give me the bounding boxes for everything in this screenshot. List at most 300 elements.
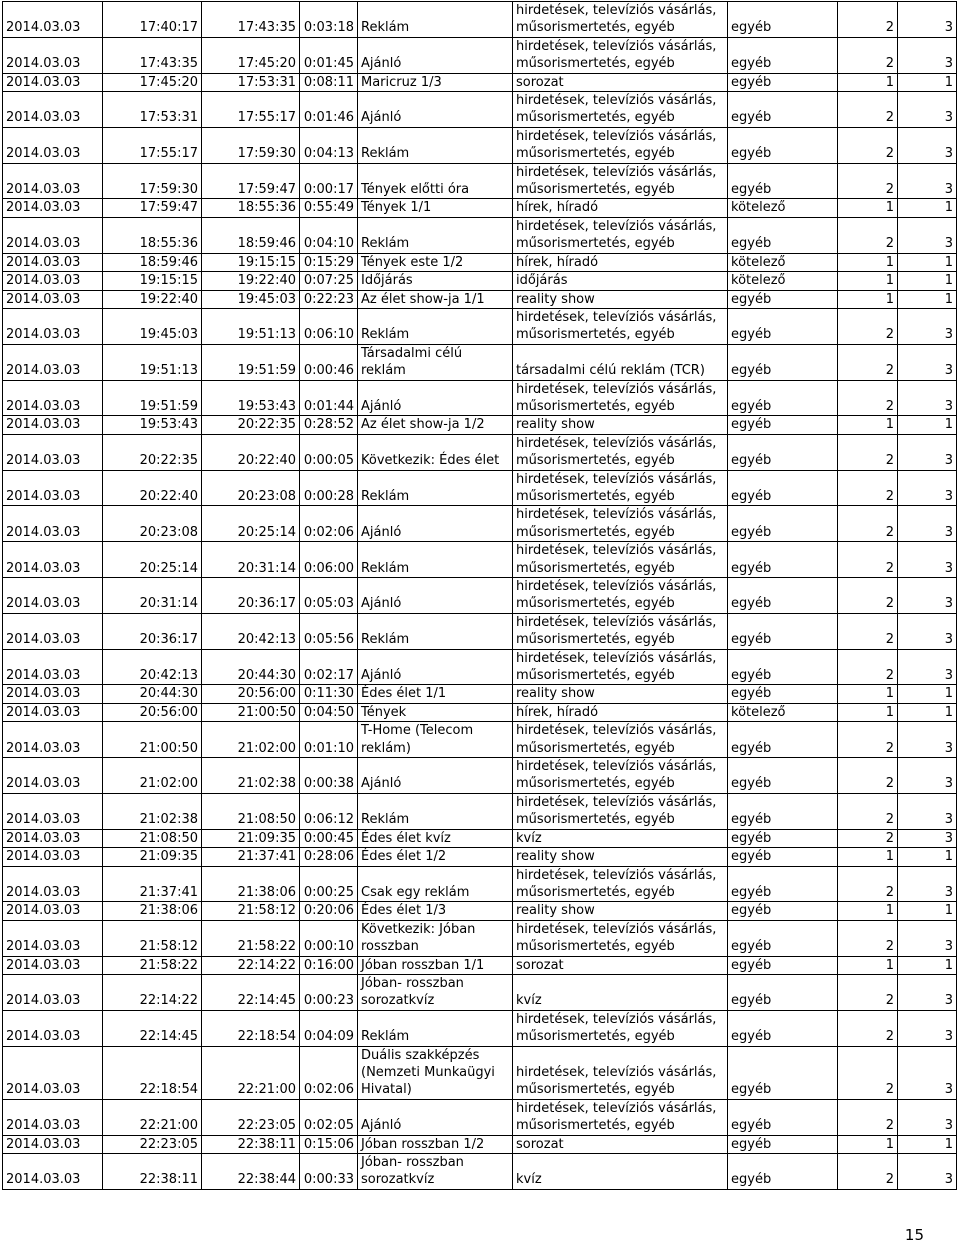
code-a-cell: 2 xyxy=(838,613,898,649)
table-row xyxy=(3,1154,957,1190)
duration-cell: 0:28:52 xyxy=(300,416,358,434)
start-time-cell: 21:02:00 xyxy=(103,758,202,794)
date-cell: 2014.03.03 xyxy=(3,506,103,542)
code-a-cell: 1 xyxy=(838,848,898,866)
start-time-cell: 17:40:17 xyxy=(103,2,202,38)
code-b-cell: 1 xyxy=(898,253,957,271)
start-time-cell: 20:25:14 xyxy=(103,542,202,578)
table-row xyxy=(3,506,957,542)
program-title-cell: Ajánló xyxy=(358,649,513,685)
genre-cell: hirdetések, televíziós vásárlás, műsorismertetés, egyéb xyxy=(513,470,728,506)
table-row xyxy=(3,649,957,685)
table-row xyxy=(3,272,957,290)
start-time-cell: 18:55:36 xyxy=(103,217,202,253)
date-cell: 2014.03.03 xyxy=(3,380,103,416)
genre-cell: hirdetések, televíziós vásárlás, műsorismertetés, egyéb xyxy=(513,920,728,956)
code-a-cell: 2 xyxy=(838,163,898,199)
category-cell: egyéb xyxy=(728,1046,838,1099)
category-cell: egyéb xyxy=(728,290,838,308)
program-title-cell: Reklám xyxy=(358,217,513,253)
end-time-cell: 20:23:08 xyxy=(202,470,300,506)
code-b-cell: 3 xyxy=(898,163,957,199)
genre-cell: hirdetések, televíziós vásárlás, műsorismertetés, egyéb xyxy=(513,758,728,794)
code-b-cell: 1 xyxy=(898,290,957,308)
category-cell: egyéb xyxy=(728,1010,838,1046)
date-cell: 2014.03.03 xyxy=(3,1046,103,1099)
genre-cell: hirdetések, televíziós vásárlás, műsorismertetés, egyéb xyxy=(513,578,728,614)
genre-cell: reality show xyxy=(513,685,728,703)
end-time-cell: 20:31:14 xyxy=(202,542,300,578)
program-title-cell: Reklám xyxy=(358,542,513,578)
program-title-cell: Ajánló xyxy=(358,758,513,794)
date-cell: 2014.03.03 xyxy=(3,920,103,956)
table-row xyxy=(3,866,957,902)
end-time-cell: 21:00:50 xyxy=(202,703,300,721)
code-a-cell: 2 xyxy=(838,1099,898,1135)
code-a-cell: 2 xyxy=(838,470,898,506)
category-cell: egyéb xyxy=(728,470,838,506)
end-time-cell: 19:15:15 xyxy=(202,253,300,271)
end-time-cell: 17:53:31 xyxy=(202,73,300,91)
date-cell: 2014.03.03 xyxy=(3,127,103,163)
code-a-cell: 1 xyxy=(838,73,898,91)
code-a-cell: 2 xyxy=(838,649,898,685)
genre-cell: hirdetések, televíziós vásárlás, műsorismertetés, egyéb xyxy=(513,37,728,73)
program-title-cell: Ajánló xyxy=(358,380,513,416)
end-time-cell: 21:02:38 xyxy=(202,758,300,794)
schedule-body xyxy=(3,2,957,1190)
schedule-table xyxy=(2,1,957,1190)
category-cell: egyéb xyxy=(728,974,838,1010)
end-time-cell: 20:25:14 xyxy=(202,506,300,542)
program-title-cell: Édes élet 1/3 xyxy=(358,902,513,920)
code-b-cell: 1 xyxy=(898,902,957,920)
program-title-cell: Tények 1/1 xyxy=(358,199,513,217)
program-title-cell: Édes élet kvíz xyxy=(358,829,513,847)
code-a-cell: 2 xyxy=(838,722,898,758)
end-time-cell: 19:53:43 xyxy=(202,380,300,416)
end-time-cell: 21:37:41 xyxy=(202,848,300,866)
code-b-cell: 3 xyxy=(898,308,957,344)
date-cell: 2014.03.03 xyxy=(3,866,103,902)
duration-cell: 0:02:06 xyxy=(300,1046,358,1099)
table-row xyxy=(3,1135,957,1153)
category-cell: egyéb xyxy=(728,308,838,344)
duration-cell: 0:01:46 xyxy=(300,92,358,128)
genre-cell: hirdetések, televíziós vásárlás, műsorismertetés, egyéb xyxy=(513,1046,728,1099)
end-time-cell: 21:38:06 xyxy=(202,866,300,902)
code-a-cell: 2 xyxy=(838,1046,898,1099)
end-time-cell: 20:44:30 xyxy=(202,649,300,685)
program-title-cell: Jóban- rosszban sorozatkvíz xyxy=(358,974,513,1010)
end-time-cell: 17:43:35 xyxy=(202,2,300,38)
program-title-cell: Reklám xyxy=(358,1010,513,1046)
table-row xyxy=(3,578,957,614)
duration-cell: 0:16:00 xyxy=(300,956,358,974)
table-row xyxy=(3,163,957,199)
code-a-cell: 2 xyxy=(838,506,898,542)
duration-cell: 0:00:23 xyxy=(300,974,358,1010)
category-cell: egyéb xyxy=(728,37,838,73)
start-time-cell: 19:51:59 xyxy=(103,380,202,416)
date-cell: 2014.03.03 xyxy=(3,199,103,217)
code-a-cell: 2 xyxy=(838,1154,898,1190)
category-cell: egyéb xyxy=(728,1154,838,1190)
duration-cell: 0:15:29 xyxy=(300,253,358,271)
category-cell: egyéb xyxy=(728,434,838,470)
genre-cell: hirdetések, televíziós vásárlás, műsorismertetés, egyéb xyxy=(513,92,728,128)
table-row xyxy=(3,1010,957,1046)
program-title-cell: Az élet show-ja 1/1 xyxy=(358,290,513,308)
table-row xyxy=(3,956,957,974)
program-title-cell: Duális szakképzés (Nemzeti Munkaügyi Hivatal) xyxy=(358,1046,513,1099)
genre-cell: kvíz xyxy=(513,829,728,847)
category-cell: egyéb xyxy=(728,758,838,794)
table-row xyxy=(3,848,957,866)
code-b-cell: 3 xyxy=(898,470,957,506)
program-title-cell: Tények előtti óra xyxy=(358,163,513,199)
program-title-cell: Jóban rosszban 1/2 xyxy=(358,1135,513,1153)
code-b-cell: 3 xyxy=(898,2,957,38)
code-b-cell: 1 xyxy=(898,1135,957,1153)
end-time-cell: 21:02:00 xyxy=(202,722,300,758)
end-time-cell: 22:38:11 xyxy=(202,1135,300,1153)
code-a-cell: 1 xyxy=(838,272,898,290)
end-time-cell: 21:08:50 xyxy=(202,793,300,829)
code-b-cell: 1 xyxy=(898,956,957,974)
duration-cell: 0:06:00 xyxy=(300,542,358,578)
category-cell: egyéb xyxy=(728,127,838,163)
table-row xyxy=(3,703,957,721)
genre-cell: hirdetések, televíziós vásárlás, műsorismertetés, egyéb xyxy=(513,722,728,758)
program-title-cell: Ajánló xyxy=(358,37,513,73)
start-time-cell: 20:42:13 xyxy=(103,649,202,685)
genre-cell: kvíz xyxy=(513,1154,728,1190)
program-title-cell: Ajánló xyxy=(358,1099,513,1135)
code-a-cell: 2 xyxy=(838,92,898,128)
duration-cell: 0:20:06 xyxy=(300,902,358,920)
end-time-cell: 17:59:47 xyxy=(202,163,300,199)
code-a-cell: 1 xyxy=(838,253,898,271)
code-a-cell: 2 xyxy=(838,344,898,380)
duration-cell: 0:08:11 xyxy=(300,73,358,91)
program-title-cell: Reklám xyxy=(358,308,513,344)
category-cell: egyéb xyxy=(728,649,838,685)
date-cell: 2014.03.03 xyxy=(3,217,103,253)
category-cell: egyéb xyxy=(728,2,838,38)
program-title-cell: Társadalmi célú reklám xyxy=(358,344,513,380)
date-cell: 2014.03.03 xyxy=(3,434,103,470)
category-cell: egyéb xyxy=(728,1099,838,1135)
table-row xyxy=(3,902,957,920)
start-time-cell: 17:55:17 xyxy=(103,127,202,163)
category-cell: egyéb xyxy=(728,92,838,128)
date-cell: 2014.03.03 xyxy=(3,163,103,199)
genre-cell: reality show xyxy=(513,416,728,434)
code-a-cell: 2 xyxy=(838,434,898,470)
duration-cell: 0:00:28 xyxy=(300,470,358,506)
date-cell: 2014.03.03 xyxy=(3,416,103,434)
duration-cell: 0:00:45 xyxy=(300,829,358,847)
start-time-cell: 21:58:12 xyxy=(103,920,202,956)
category-cell: egyéb xyxy=(728,416,838,434)
end-time-cell: 22:21:00 xyxy=(202,1046,300,1099)
category-cell: egyéb xyxy=(728,866,838,902)
table-row xyxy=(3,920,957,956)
genre-cell: hirdetések, televíziós vásárlás, műsorismertetés, egyéb xyxy=(513,380,728,416)
date-cell: 2014.03.03 xyxy=(3,542,103,578)
code-b-cell: 3 xyxy=(898,217,957,253)
date-cell: 2014.03.03 xyxy=(3,1010,103,1046)
code-b-cell: 3 xyxy=(898,758,957,794)
code-a-cell: 2 xyxy=(838,308,898,344)
code-a-cell: 1 xyxy=(838,703,898,721)
start-time-cell: 21:08:50 xyxy=(103,829,202,847)
page-number: 15 xyxy=(904,1226,924,1244)
date-cell: 2014.03.03 xyxy=(3,1135,103,1153)
duration-cell: 0:07:25 xyxy=(300,272,358,290)
code-b-cell: 3 xyxy=(898,344,957,380)
start-time-cell: 20:22:35 xyxy=(103,434,202,470)
table-row xyxy=(3,73,957,91)
code-a-cell: 2 xyxy=(838,1010,898,1046)
start-time-cell: 19:45:03 xyxy=(103,308,202,344)
start-time-cell: 17:53:31 xyxy=(103,92,202,128)
end-time-cell: 22:18:54 xyxy=(202,1010,300,1046)
start-time-cell: 19:51:13 xyxy=(103,344,202,380)
date-cell: 2014.03.03 xyxy=(3,793,103,829)
code-a-cell: 2 xyxy=(838,920,898,956)
genre-cell: hirdetések, televíziós vásárlás, műsorismertetés, egyéb xyxy=(513,542,728,578)
start-time-cell: 17:59:30 xyxy=(103,163,202,199)
code-b-cell: 3 xyxy=(898,866,957,902)
duration-cell: 0:05:03 xyxy=(300,578,358,614)
duration-cell: 0:00:46 xyxy=(300,344,358,380)
category-cell: egyéb xyxy=(728,793,838,829)
program-title-cell: Tények xyxy=(358,703,513,721)
code-a-cell: 1 xyxy=(838,1135,898,1153)
code-b-cell: 3 xyxy=(898,127,957,163)
table-row xyxy=(3,974,957,1010)
start-time-cell: 20:31:14 xyxy=(103,578,202,614)
end-time-cell: 21:09:35 xyxy=(202,829,300,847)
table-row xyxy=(3,199,957,217)
table-row xyxy=(3,470,957,506)
date-cell: 2014.03.03 xyxy=(3,722,103,758)
table-row xyxy=(3,613,957,649)
end-time-cell: 19:51:59 xyxy=(202,344,300,380)
start-time-cell: 17:43:35 xyxy=(103,37,202,73)
table-row xyxy=(3,92,957,128)
code-b-cell: 3 xyxy=(898,92,957,128)
end-time-cell: 17:59:30 xyxy=(202,127,300,163)
program-title-cell: T-Home (Telecom reklám) xyxy=(358,722,513,758)
genre-cell: hirdetések, televíziós vásárlás, műsorismertetés, egyéb xyxy=(513,793,728,829)
program-title-cell: Ajánló xyxy=(358,506,513,542)
category-cell: egyéb xyxy=(728,163,838,199)
start-time-cell: 22:14:45 xyxy=(103,1010,202,1046)
category-cell: egyéb xyxy=(728,685,838,703)
code-a-cell: 2 xyxy=(838,542,898,578)
category-cell: egyéb xyxy=(728,829,838,847)
category-cell: egyéb xyxy=(728,1135,838,1153)
duration-cell: 0:00:25 xyxy=(300,866,358,902)
duration-cell: 0:04:50 xyxy=(300,703,358,721)
end-time-cell: 20:42:13 xyxy=(202,613,300,649)
code-b-cell: 3 xyxy=(898,920,957,956)
start-time-cell: 19:22:40 xyxy=(103,290,202,308)
table-row xyxy=(3,416,957,434)
end-time-cell: 20:36:17 xyxy=(202,578,300,614)
program-title-cell: Időjárás xyxy=(358,272,513,290)
genre-cell: hirdetések, televíziós vásárlás, műsorismertetés, egyéb xyxy=(513,308,728,344)
duration-cell: 0:04:10 xyxy=(300,217,358,253)
start-time-cell: 18:59:46 xyxy=(103,253,202,271)
category-cell: egyéb xyxy=(728,848,838,866)
genre-cell: hirdetések, televíziós vásárlás, műsorismertetés, egyéb xyxy=(513,649,728,685)
date-cell: 2014.03.03 xyxy=(3,685,103,703)
program-title-cell: Reklám xyxy=(358,2,513,38)
duration-cell: 0:01:44 xyxy=(300,380,358,416)
duration-cell: 0:00:38 xyxy=(300,758,358,794)
duration-cell: 0:06:12 xyxy=(300,793,358,829)
date-cell: 2014.03.03 xyxy=(3,902,103,920)
duration-cell: 0:00:33 xyxy=(300,1154,358,1190)
code-b-cell: 3 xyxy=(898,506,957,542)
duration-cell: 0:55:49 xyxy=(300,199,358,217)
genre-cell: reality show xyxy=(513,290,728,308)
table-row xyxy=(3,758,957,794)
table-row xyxy=(3,37,957,73)
date-cell: 2014.03.03 xyxy=(3,272,103,290)
code-a-cell: 1 xyxy=(838,902,898,920)
date-cell: 2014.03.03 xyxy=(3,2,103,38)
end-time-cell: 19:51:13 xyxy=(202,308,300,344)
code-b-cell: 3 xyxy=(898,1154,957,1190)
start-time-cell: 17:45:20 xyxy=(103,73,202,91)
code-b-cell: 1 xyxy=(898,685,957,703)
table-row xyxy=(3,685,957,703)
end-time-cell: 22:14:45 xyxy=(202,974,300,1010)
date-cell: 2014.03.03 xyxy=(3,92,103,128)
duration-cell: 0:00:10 xyxy=(300,920,358,956)
program-title-cell: Csak egy reklám xyxy=(358,866,513,902)
genre-cell: hírek, híradó xyxy=(513,199,728,217)
genre-cell: hirdetések, televíziós vásárlás, műsorismertetés, egyéb xyxy=(513,866,728,902)
code-b-cell: 3 xyxy=(898,793,957,829)
end-time-cell: 17:55:17 xyxy=(202,92,300,128)
code-b-cell: 1 xyxy=(898,416,957,434)
date-cell: 2014.03.03 xyxy=(3,974,103,1010)
program-title-cell: Ajánló xyxy=(358,578,513,614)
table-row xyxy=(3,2,957,38)
start-time-cell: 20:44:30 xyxy=(103,685,202,703)
category-cell: egyéb xyxy=(728,73,838,91)
start-time-cell: 20:23:08 xyxy=(103,506,202,542)
duration-cell: 0:02:17 xyxy=(300,649,358,685)
code-a-cell: 2 xyxy=(838,127,898,163)
table-row xyxy=(3,1046,957,1099)
genre-cell: hirdetések, televíziós vásárlás, műsorismertetés, egyéb xyxy=(513,1010,728,1046)
category-cell: egyéb xyxy=(728,920,838,956)
code-b-cell: 1 xyxy=(898,199,957,217)
start-time-cell: 21:00:50 xyxy=(103,722,202,758)
program-title-cell: Jóban rosszban 1/1 xyxy=(358,956,513,974)
genre-cell: sorozat xyxy=(513,73,728,91)
duration-cell: 0:05:56 xyxy=(300,613,358,649)
start-time-cell: 17:59:47 xyxy=(103,199,202,217)
start-time-cell: 19:53:43 xyxy=(103,416,202,434)
start-time-cell: 22:18:54 xyxy=(103,1046,202,1099)
duration-cell: 0:04:09 xyxy=(300,1010,358,1046)
code-a-cell: 1 xyxy=(838,956,898,974)
category-cell: kötelező xyxy=(728,272,838,290)
category-cell: egyéb xyxy=(728,506,838,542)
code-a-cell: 2 xyxy=(838,380,898,416)
end-time-cell: 22:38:44 xyxy=(202,1154,300,1190)
code-b-cell: 3 xyxy=(898,434,957,470)
end-time-cell: 21:58:22 xyxy=(202,920,300,956)
code-a-cell: 2 xyxy=(838,758,898,794)
table-row xyxy=(3,722,957,758)
code-b-cell: 1 xyxy=(898,848,957,866)
end-time-cell: 18:55:36 xyxy=(202,199,300,217)
end-time-cell: 21:58:12 xyxy=(202,902,300,920)
date-cell: 2014.03.03 xyxy=(3,956,103,974)
code-b-cell: 3 xyxy=(898,1099,957,1135)
genre-cell: hirdetések, televíziós vásárlás, műsorismertetés, egyéb xyxy=(513,1099,728,1135)
code-a-cell: 2 xyxy=(838,866,898,902)
duration-cell: 0:02:06 xyxy=(300,506,358,542)
genre-cell: kvíz xyxy=(513,974,728,1010)
date-cell: 2014.03.03 xyxy=(3,829,103,847)
date-cell: 2014.03.03 xyxy=(3,649,103,685)
code-a-cell: 2 xyxy=(838,37,898,73)
date-cell: 2014.03.03 xyxy=(3,1099,103,1135)
end-time-cell: 22:14:22 xyxy=(202,956,300,974)
duration-cell: 0:01:45 xyxy=(300,37,358,73)
duration-cell: 0:06:10 xyxy=(300,308,358,344)
code-b-cell: 3 xyxy=(898,542,957,578)
date-cell: 2014.03.03 xyxy=(3,253,103,271)
start-time-cell: 20:56:00 xyxy=(103,703,202,721)
program-title-cell: Az élet show-ja 1/2 xyxy=(358,416,513,434)
start-time-cell: 21:38:06 xyxy=(103,902,202,920)
table-row xyxy=(3,290,957,308)
genre-cell: reality show xyxy=(513,902,728,920)
code-b-cell: 3 xyxy=(898,974,957,1010)
table-row xyxy=(3,829,957,847)
genre-cell: sorozat xyxy=(513,956,728,974)
table-row xyxy=(3,217,957,253)
table-row xyxy=(3,127,957,163)
program-title-cell: Reklám xyxy=(358,127,513,163)
table-row xyxy=(3,542,957,578)
program-title-cell: Jóban- rosszban sorozatkvíz xyxy=(358,1154,513,1190)
end-time-cell: 18:59:46 xyxy=(202,217,300,253)
start-time-cell: 22:14:22 xyxy=(103,974,202,1010)
program-title-cell: Reklám xyxy=(358,613,513,649)
date-cell: 2014.03.03 xyxy=(3,73,103,91)
category-cell: egyéb xyxy=(728,613,838,649)
code-a-cell: 2 xyxy=(838,2,898,38)
code-b-cell: 3 xyxy=(898,649,957,685)
duration-cell: 0:11:30 xyxy=(300,685,358,703)
date-cell: 2014.03.03 xyxy=(3,578,103,614)
duration-cell: 0:02:05 xyxy=(300,1099,358,1135)
date-cell: 2014.03.03 xyxy=(3,290,103,308)
date-cell: 2014.03.03 xyxy=(3,758,103,794)
